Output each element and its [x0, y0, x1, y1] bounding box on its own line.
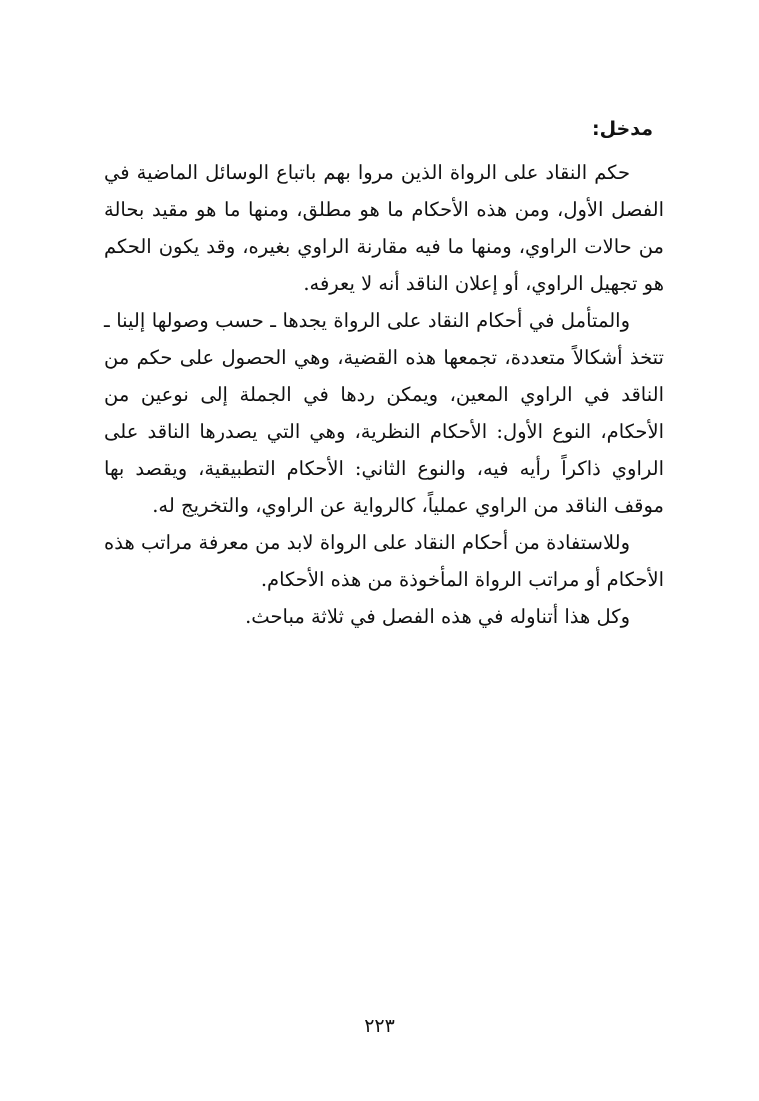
paragraph-3: وللاستفادة من أحكام النقاد على الرواة لابد من معرفة مراتب هذه الأحكام أو مراتب الرواة المأخوذة من هذه الأحكام.: [104, 531, 664, 591]
section-heading: مدخل:: [592, 118, 653, 140]
paragraph-2: والمتأمل في أحكام النقاد على الرواة يجدها ـ حسب وصولها إلينا ـ تتخذ أشكالاً متعددة، تجمعها هذه القضية، وهي الحصول على حكم من الناقد في الراوي المعين، ويمكن ردها في الجملة إلى نوعين من الأحكام، النوع الأول: الأحكام النظرية، وهي التي يصدرها الناقد على الراوي ذاكراً رأيه فيه، والنوع الثاني: الأحكام التطبيقية، ويقصد بها موقف الناقد من الراوي عملياً، كالرواية عن الراوي، والتخريج له.: [104, 309, 664, 517]
paragraph-1: حكم النقاد على الرواة الذين مروا بهم باتباع الوسائل الماضية في الفصل الأول، ومن هذه الأحكام ما هو مطلق، ومنها ما هو مقيد بحالة من حالات الراوي، ومنها ما فيه مقارنة الراوي بغيره، وقد يكون الحكم هو تجهيل الراوي، أو إعلان الناقد أنه لا يعرفه.: [104, 161, 664, 295]
paragraph-4: وكل هذا أتناوله في هذه الفصل في ثلاثة مباحث.: [245, 605, 630, 628]
page-number: ٢٢٣: [364, 1015, 395, 1037]
body-text: [104, 154, 664, 635]
